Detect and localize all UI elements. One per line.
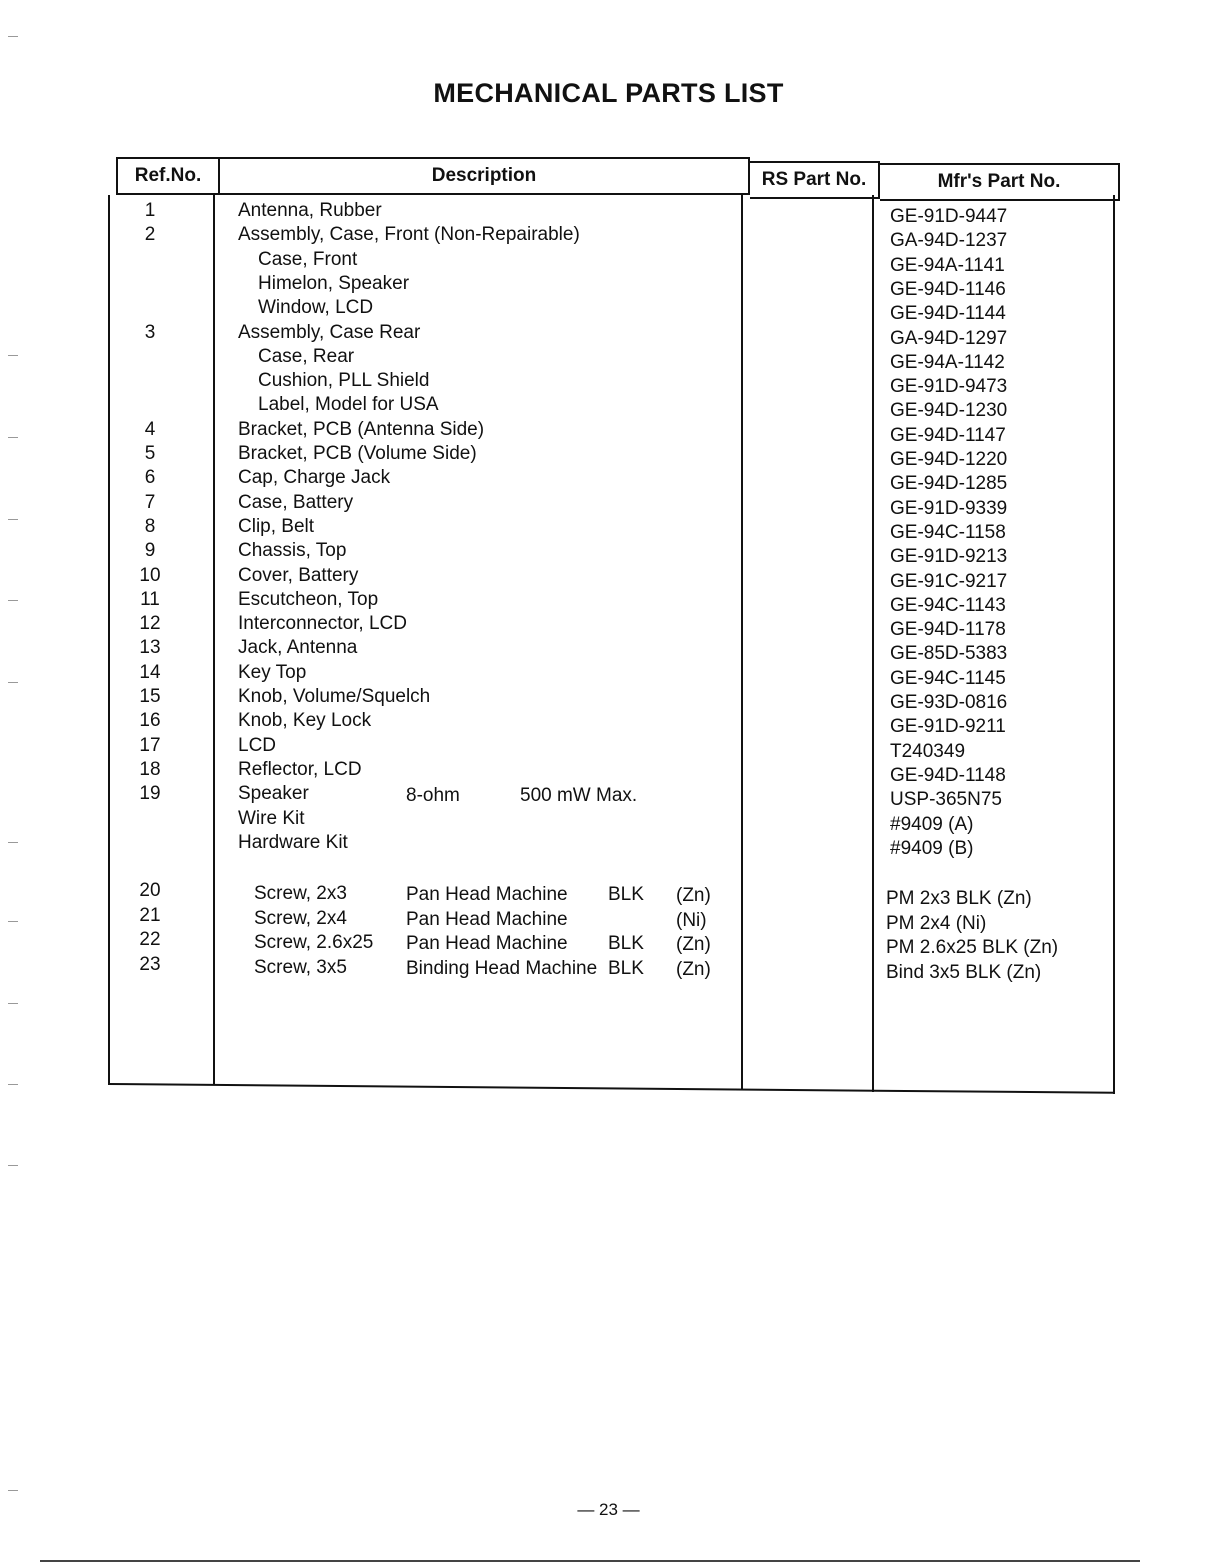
mfr-part-no: GE-91D-9339 <box>890 497 1008 519</box>
mfr-part-no: GE-94A-1142 <box>890 351 1005 373</box>
margin-mark <box>8 519 18 520</box>
ref-no: 7 <box>144 491 156 513</box>
ref-no: 17 <box>139 734 161 756</box>
description: LCD <box>238 734 277 756</box>
power-rating: 500 mW Max. <box>520 785 638 807</box>
description: Assembly, Case Rear <box>238 321 421 343</box>
description: Assembly, Case, Front (Non-Repairable) <box>238 224 580 246</box>
description: Screw, 2x3 <box>254 883 347 904</box>
mfr-part-no: GE-94D-1230 <box>890 400 1008 422</box>
ref-no: 5 <box>144 443 156 464</box>
description: Himelon, Speaker <box>258 272 410 294</box>
mfr-part-no: GE-94D-1285 <box>890 473 1008 495</box>
mfr-part-no: GE-91C-9217 <box>890 570 1008 592</box>
margin-mark <box>8 1084 18 1085</box>
screw-finish: (Ni) <box>676 909 707 931</box>
description: Interconnector, LCD <box>238 613 407 635</box>
margin-mark <box>8 1490 18 1491</box>
ref-no: 1 <box>144 200 156 221</box>
ref-no: 11 <box>140 588 160 610</box>
ref-no: 16 <box>139 710 161 732</box>
screw-type: Pan Head Machine <box>406 908 568 930</box>
ref-no: 2 <box>144 224 156 246</box>
margin-mark <box>8 36 18 37</box>
table-divider-rs <box>872 195 874 1092</box>
screw-type: Binding Head Machine <box>406 957 598 979</box>
ref-no: 6 <box>144 467 156 489</box>
description: Clip, Belt <box>238 515 315 537</box>
screw-finish: (Zn) <box>676 934 711 955</box>
ref-no: 3 <box>144 321 156 343</box>
mfr-part-no: GE-91D-9473 <box>890 376 1008 398</box>
description: Screw, 2.6x25 <box>254 932 374 953</box>
screw-color: BLK <box>608 933 644 954</box>
description: Hardware Kit <box>238 831 348 853</box>
mfr-part-no: GE-94D-1146 <box>890 278 1006 300</box>
description: Screw, 3x5 <box>254 956 347 978</box>
ref-no: 12 <box>139 613 161 635</box>
table-divider-ref <box>213 195 215 1085</box>
mfr-part-no: GE-85D-5383 <box>890 643 1008 665</box>
screw-finish: (Zn) <box>676 958 711 980</box>
ref-no: 13 <box>139 637 161 659</box>
table-left-border <box>108 195 110 1084</box>
description: Case, Rear <box>258 345 355 367</box>
screw-color: BLK <box>608 957 644 979</box>
mfr-part-no: PM 2x4 (Ni) <box>886 912 987 934</box>
page-number: — 23 — <box>577 1500 640 1519</box>
mfr-part-no: PM 2x3 BLK (Zn) <box>886 888 1032 909</box>
screw-finish: (Zn) <box>676 885 711 906</box>
description: Case, Front <box>258 248 358 270</box>
mfr-part-no: USP-365N75 <box>890 789 1002 811</box>
description: Jack, Antenna <box>238 637 358 659</box>
margin-mark <box>8 921 18 922</box>
mfr-part-no: T240349 <box>890 740 966 762</box>
description: Wire Kit <box>238 807 305 829</box>
ref-no: 18 <box>139 758 161 780</box>
ref-no: 22 <box>139 929 161 950</box>
margin-mark <box>8 355 18 356</box>
description: Bracket, PCB (Antenna Side) <box>238 418 485 440</box>
mfr-part-no: GE-94D-1144 <box>890 303 1006 325</box>
description: Knob, Key Lock <box>238 710 372 732</box>
ref-no: 23 <box>139 953 161 975</box>
ref-no: 10 <box>139 564 161 586</box>
description: Escutcheon, Top <box>238 588 379 610</box>
ref-no: 20 <box>139 880 161 901</box>
mfr-part-no: GE-91D-9447 <box>890 206 1008 227</box>
margin-mark <box>8 682 18 683</box>
table-divider-desc <box>741 195 743 1090</box>
margin-mark <box>8 1003 18 1004</box>
ref-no: 15 <box>139 686 161 707</box>
mfr-part-no: GE-94D-1148 <box>890 764 1006 786</box>
margin-mark <box>8 842 18 843</box>
description: Screw, 2x4 <box>254 907 347 929</box>
description: Speaker <box>238 783 309 805</box>
mfr-part-no: #9409 (B) <box>890 837 974 859</box>
description: Antenna, Rubber <box>238 200 382 221</box>
ref-no: 19 <box>139 783 161 805</box>
table-right-border <box>1113 195 1115 1094</box>
mfr-part-no: #9409 (A) <box>890 813 974 835</box>
spec: 8-ohm <box>406 785 460 807</box>
header-rs-part-no: RS Part No. <box>750 161 880 199</box>
screw-type: Pan Head Machine <box>406 884 568 905</box>
ref-no: 8 <box>144 515 156 537</box>
mfr-part-no: GE-94D-1178 <box>890 619 1006 641</box>
mfr-part-no: GA-94D-1237 <box>890 230 1008 252</box>
ref-no: 4 <box>144 418 156 440</box>
mfr-part-no: GA-94D-1297 <box>890 327 1008 349</box>
description: Case, Battery <box>238 491 354 513</box>
mfr-part-no: GE-91D-9213 <box>890 546 1008 568</box>
margin-mark <box>8 1165 18 1166</box>
header-ref-no: Ref.No. <box>116 157 220 195</box>
description: Window, LCD <box>258 297 374 319</box>
mfr-part-no: GE-94C-1158 <box>890 521 1006 543</box>
table-bottom-border <box>108 1083 1115 1094</box>
description: Knob, Volume/Squelch <box>238 686 431 707</box>
ref-no: 21 <box>139 904 161 926</box>
mfr-part-no: GE-94D-1147 <box>890 424 1006 446</box>
mfr-part-no: GE-94C-1145 <box>890 667 1006 689</box>
description: Cover, Battery <box>238 564 359 586</box>
screw-color: BLK <box>608 884 644 905</box>
description: Cushion, PLL Shield <box>258 370 430 392</box>
description: Cap, Charge Jack <box>238 467 391 489</box>
page-title: MECHANICAL PARTS LIST <box>433 78 784 108</box>
mfr-part-no: GE-94C-1143 <box>890 594 1006 616</box>
margin-mark <box>8 600 18 601</box>
mfr-part-no: GE-93D-0816 <box>890 692 1008 713</box>
mfr-part-no: GE-91D-9211 <box>890 716 1006 738</box>
mfr-part-no: Bind 3x5 BLK (Zn) <box>886 961 1042 983</box>
page-bottom-rule <box>40 1560 1140 1562</box>
mfr-part-no: GE-94A-1141 <box>890 254 1005 276</box>
margin-mark <box>8 437 18 438</box>
mfr-part-no: GE-94D-1220 <box>890 449 1008 470</box>
description: Key Top <box>238 661 307 683</box>
screw-type: Pan Head Machine <box>406 933 568 954</box>
header-mfr-part-no: Mfr's Part No. <box>880 163 1120 201</box>
description: Bracket, PCB (Volume Side) <box>238 443 477 464</box>
description: Reflector, LCD <box>238 758 362 780</box>
ref-no: 14 <box>139 661 161 683</box>
mfr-part-no: PM 2.6x25 BLK (Zn) <box>886 937 1059 958</box>
header-description: Description <box>220 157 750 195</box>
description: Label, Model for USA <box>258 394 439 416</box>
ref-no: 9 <box>144 540 156 562</box>
description: Chassis, Top <box>238 540 347 562</box>
